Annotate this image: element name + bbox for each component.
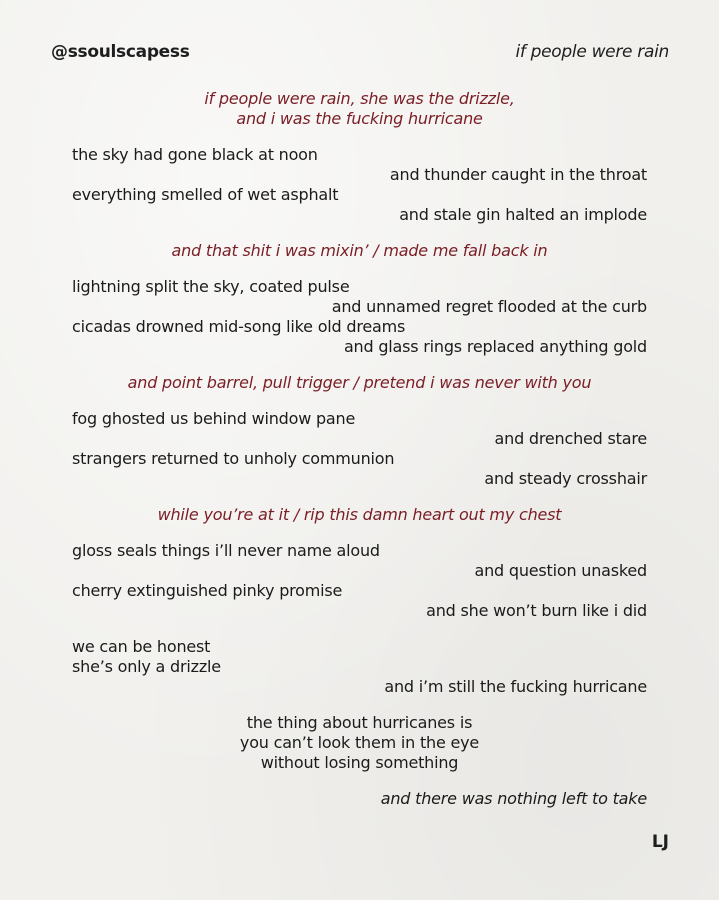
refrain-3: while you’re at it / rip this damn heart out my chest [157,505,562,524]
stanza4-line-1: gloss seals things i’ll never name aloud [72,541,380,560]
stanza5-line-2: she’s only a drizzle [72,657,221,676]
stanza2-line-4: and glass rings replaced anything gold [343,337,647,356]
author-signature: LJ [651,832,669,852]
closing-line: and there was nothing left to take [380,789,647,808]
stanza5-line-3: and i’m still the fucking hurricane [384,677,647,696]
stanza2-line-3: cicadas drowned mid-song like old dreams [72,317,406,336]
poem-title-header: if people were rain [515,42,669,62]
stanza2-line-1: lightning split the sky, coated pulse [72,277,350,296]
stanza4-line-3: cherry extinguished pinky promise [72,581,343,600]
stanza4-line-4: and she won’t burn like i did [426,601,647,620]
intro-line-1: if people were rain, she was the drizzle, [204,89,515,108]
stanza1-line-2: and thunder caught in the throat [389,165,647,184]
stanza4-line-2: and question unasked [474,561,647,580]
stanza6-line-1: the thing about hurricanes is [246,713,473,732]
author-handle: @ssoulscapess [51,42,190,62]
stanza1-line-1: the sky had gone black at noon [72,145,318,164]
stanza5-line-1: we can be honest [72,637,211,656]
stanza1-line-3: everything smelled of wet asphalt [72,185,339,204]
intro-line-2: and i was the fucking hurricane [236,109,483,128]
refrain-2: and point barrel, pull trigger / pretend i was never with you [127,373,592,392]
stanza6-line-3: without losing something [260,753,459,772]
stanza1-line-4: and stale gin halted an implode [399,205,647,224]
stanza3-line-2: and drenched stare [494,429,647,448]
stanza6-line-2: you can’t look them in the eye [239,733,480,752]
stanza2-line-2: and unnamed regret flooded at the curb [331,297,647,316]
refrain-1: and that shit i was mixin’ / made me fall back in [171,241,548,260]
stanza3-line-1: fog ghosted us behind window pane [72,409,356,428]
stanza3-line-4: and steady crosshair [484,469,647,488]
stanza3-line-3: strangers returned to unholy communion [72,449,395,468]
